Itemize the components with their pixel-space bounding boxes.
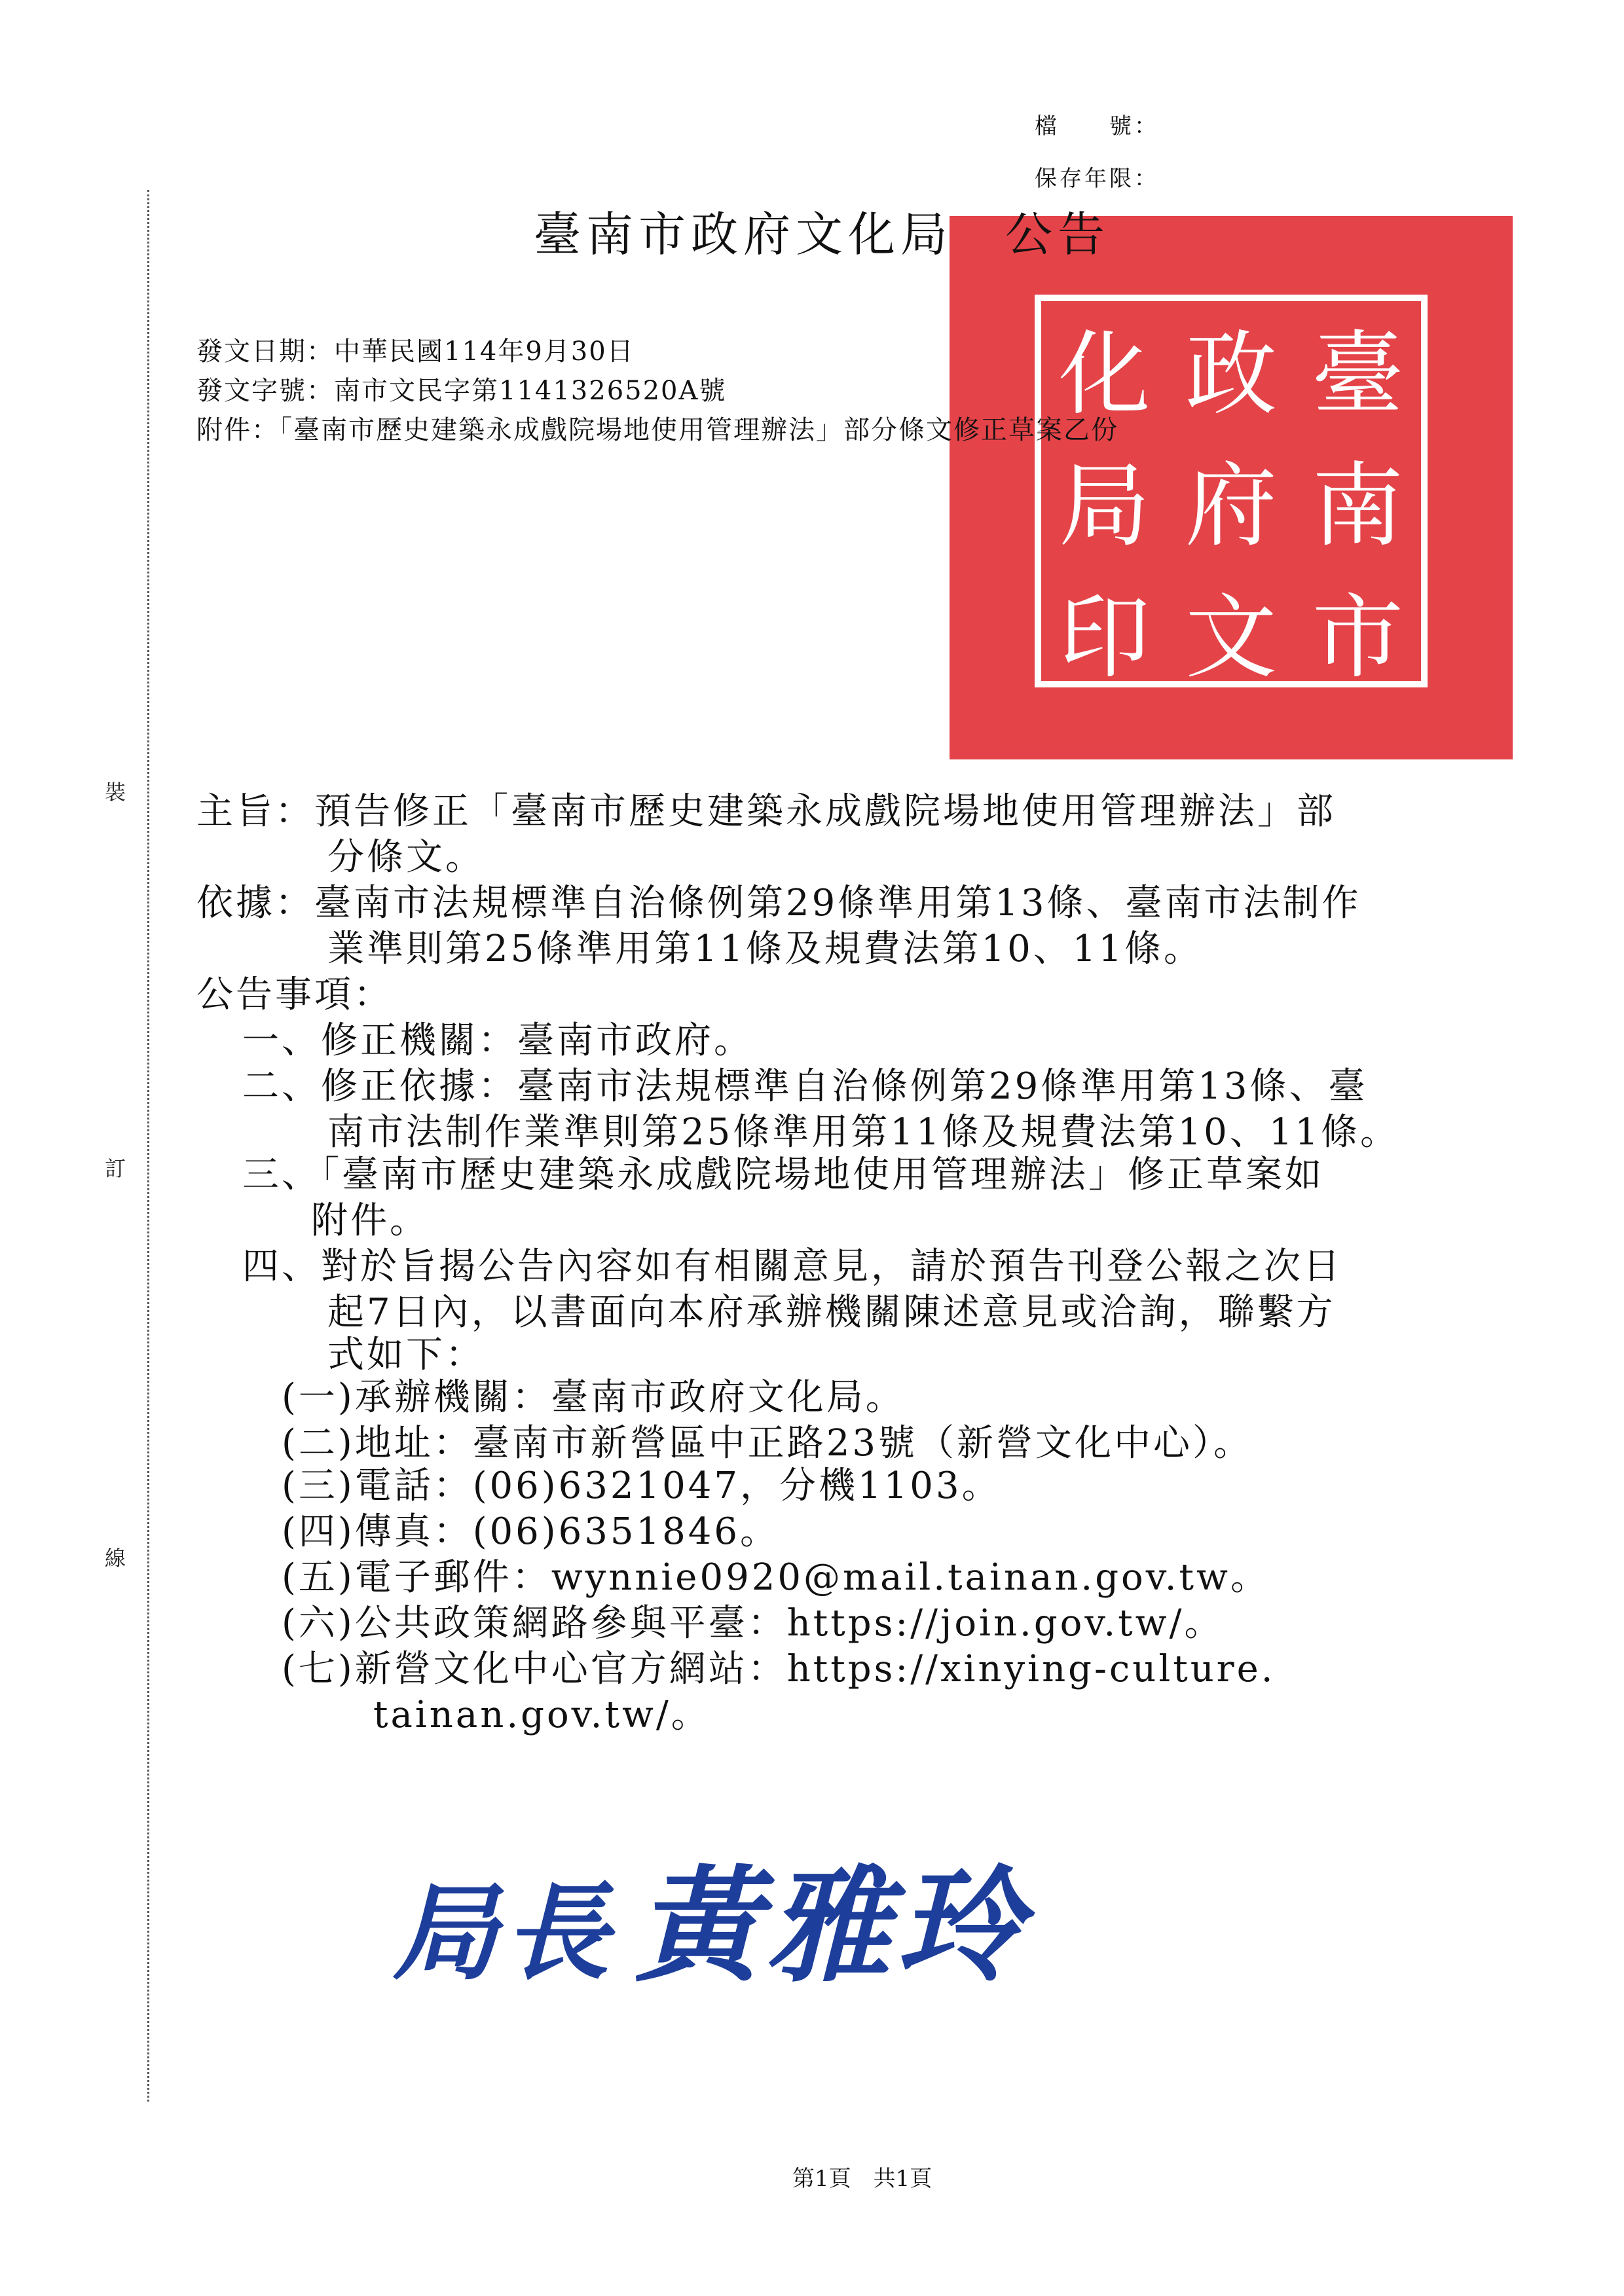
page-title [534, 196, 1110, 264]
contact-address: (二)地址：臺南市新營區中正路23號（新營文化中心）。 [282, 1422, 1253, 1465]
contact-phone: (三)電話：(06)6321047，分機1103。 [282, 1465, 1001, 1507]
basis-line: 依據：臺南市法規標準自治條例第29條準用第13條、臺南市法制作 [196, 882, 1361, 924]
contact-platform: (六)公共政策網路參與平臺：https://join.gov.tw/。 [282, 1602, 1224, 1645]
item-3: 三、「臺南市歷史建築永成戲院場地使用管理辦法」修正草案如 [242, 1154, 1324, 1196]
seal-inner-frame [1035, 295, 1428, 691]
item-1: 一、修正機關：臺南市政府。 [242, 1019, 753, 1062]
contact-email: (五)電子郵件：wynnie0920@mail.tainan.gov.tw。 [282, 1556, 1270, 1599]
binding-mark-ding: 訂 [105, 1156, 126, 1181]
item-4-cont: 起7日內，以書面向本府承辦機關陳述意見或洽詢，聯繫方 [327, 1291, 1336, 1334]
issue-date: 發文日期：中華民國114年9月30日 [196, 337, 635, 367]
binding-line [147, 190, 149, 2102]
signature-title: 局長 [393, 1871, 616, 1994]
agency-name: 臺南市政府文化局 [534, 207, 953, 262]
notice-items-heading: 公告事項： [196, 974, 393, 1016]
binding-mark-zhuang: 裝 [105, 780, 126, 805]
retention-label: 保存年限： [1035, 166, 1159, 192]
seal-char: 化 [1058, 321, 1151, 428]
official-seal [950, 216, 1513, 759]
item-2: 二、修正依據：臺南市法規標準自治條例第29條準用第13條、臺 [242, 1065, 1368, 1108]
contact-fax: (四)傳真：(06)6351846。 [282, 1510, 780, 1553]
contact-office: (一)承辦機關：臺南市政府文化局。 [282, 1376, 905, 1419]
contact-website-cont: tainan.gov.tw/。 [373, 1694, 710, 1736]
subject-line: 主旨：預告修正「臺南市歷史建築永成戲院場地使用管理辦法」部 [196, 790, 1336, 833]
item-4-cont2: 式如下： [327, 1334, 485, 1376]
seal-char: 臺 [1312, 321, 1404, 428]
attachment-line: 附件：「臺南市歷史建築永成戲院場地使用管理辦法」部分條文修正草案乙份 [196, 415, 1118, 445]
seal-char: 府 [1185, 453, 1277, 560]
issue-number: 發文字號：南市文民字第1141326520A號 [196, 376, 727, 406]
contact-website: (七)新營文化中心官方網站：https://xinying-culture. [282, 1648, 1276, 1690]
binding-mark-xian: 線 [105, 1546, 126, 1571]
item-4: 四、對於旨揭公告內容如有相關意見，請於預告刊登公報之次日 [242, 1245, 1342, 1288]
subject-line-cont: 分條文。 [327, 836, 485, 879]
director-signature [393, 1827, 1028, 2005]
page-number: 第1頁 共1頁 [792, 2166, 932, 2192]
seal-char: 南 [1312, 453, 1404, 560]
seal-char: 印 [1058, 585, 1151, 691]
basis-line-cont: 業準則第25條準用第11條及規費法第10、11條。 [327, 928, 1204, 970]
seal-char: 文 [1185, 585, 1277, 691]
seal-char: 市 [1312, 585, 1404, 691]
signature-name: 黃雅玲 [635, 1853, 1029, 1999]
item-2-cont: 南市法制作業準則第25條準用第11條及規費法第10、11條。 [327, 1111, 1400, 1154]
seal-char: 政 [1185, 321, 1277, 428]
seal-char: 局 [1058, 453, 1151, 560]
doc-type: 公告 [1005, 207, 1111, 262]
item-3-cont: 附件。 [311, 1199, 429, 1242]
file-number-label: 檔 號： [1035, 113, 1159, 139]
